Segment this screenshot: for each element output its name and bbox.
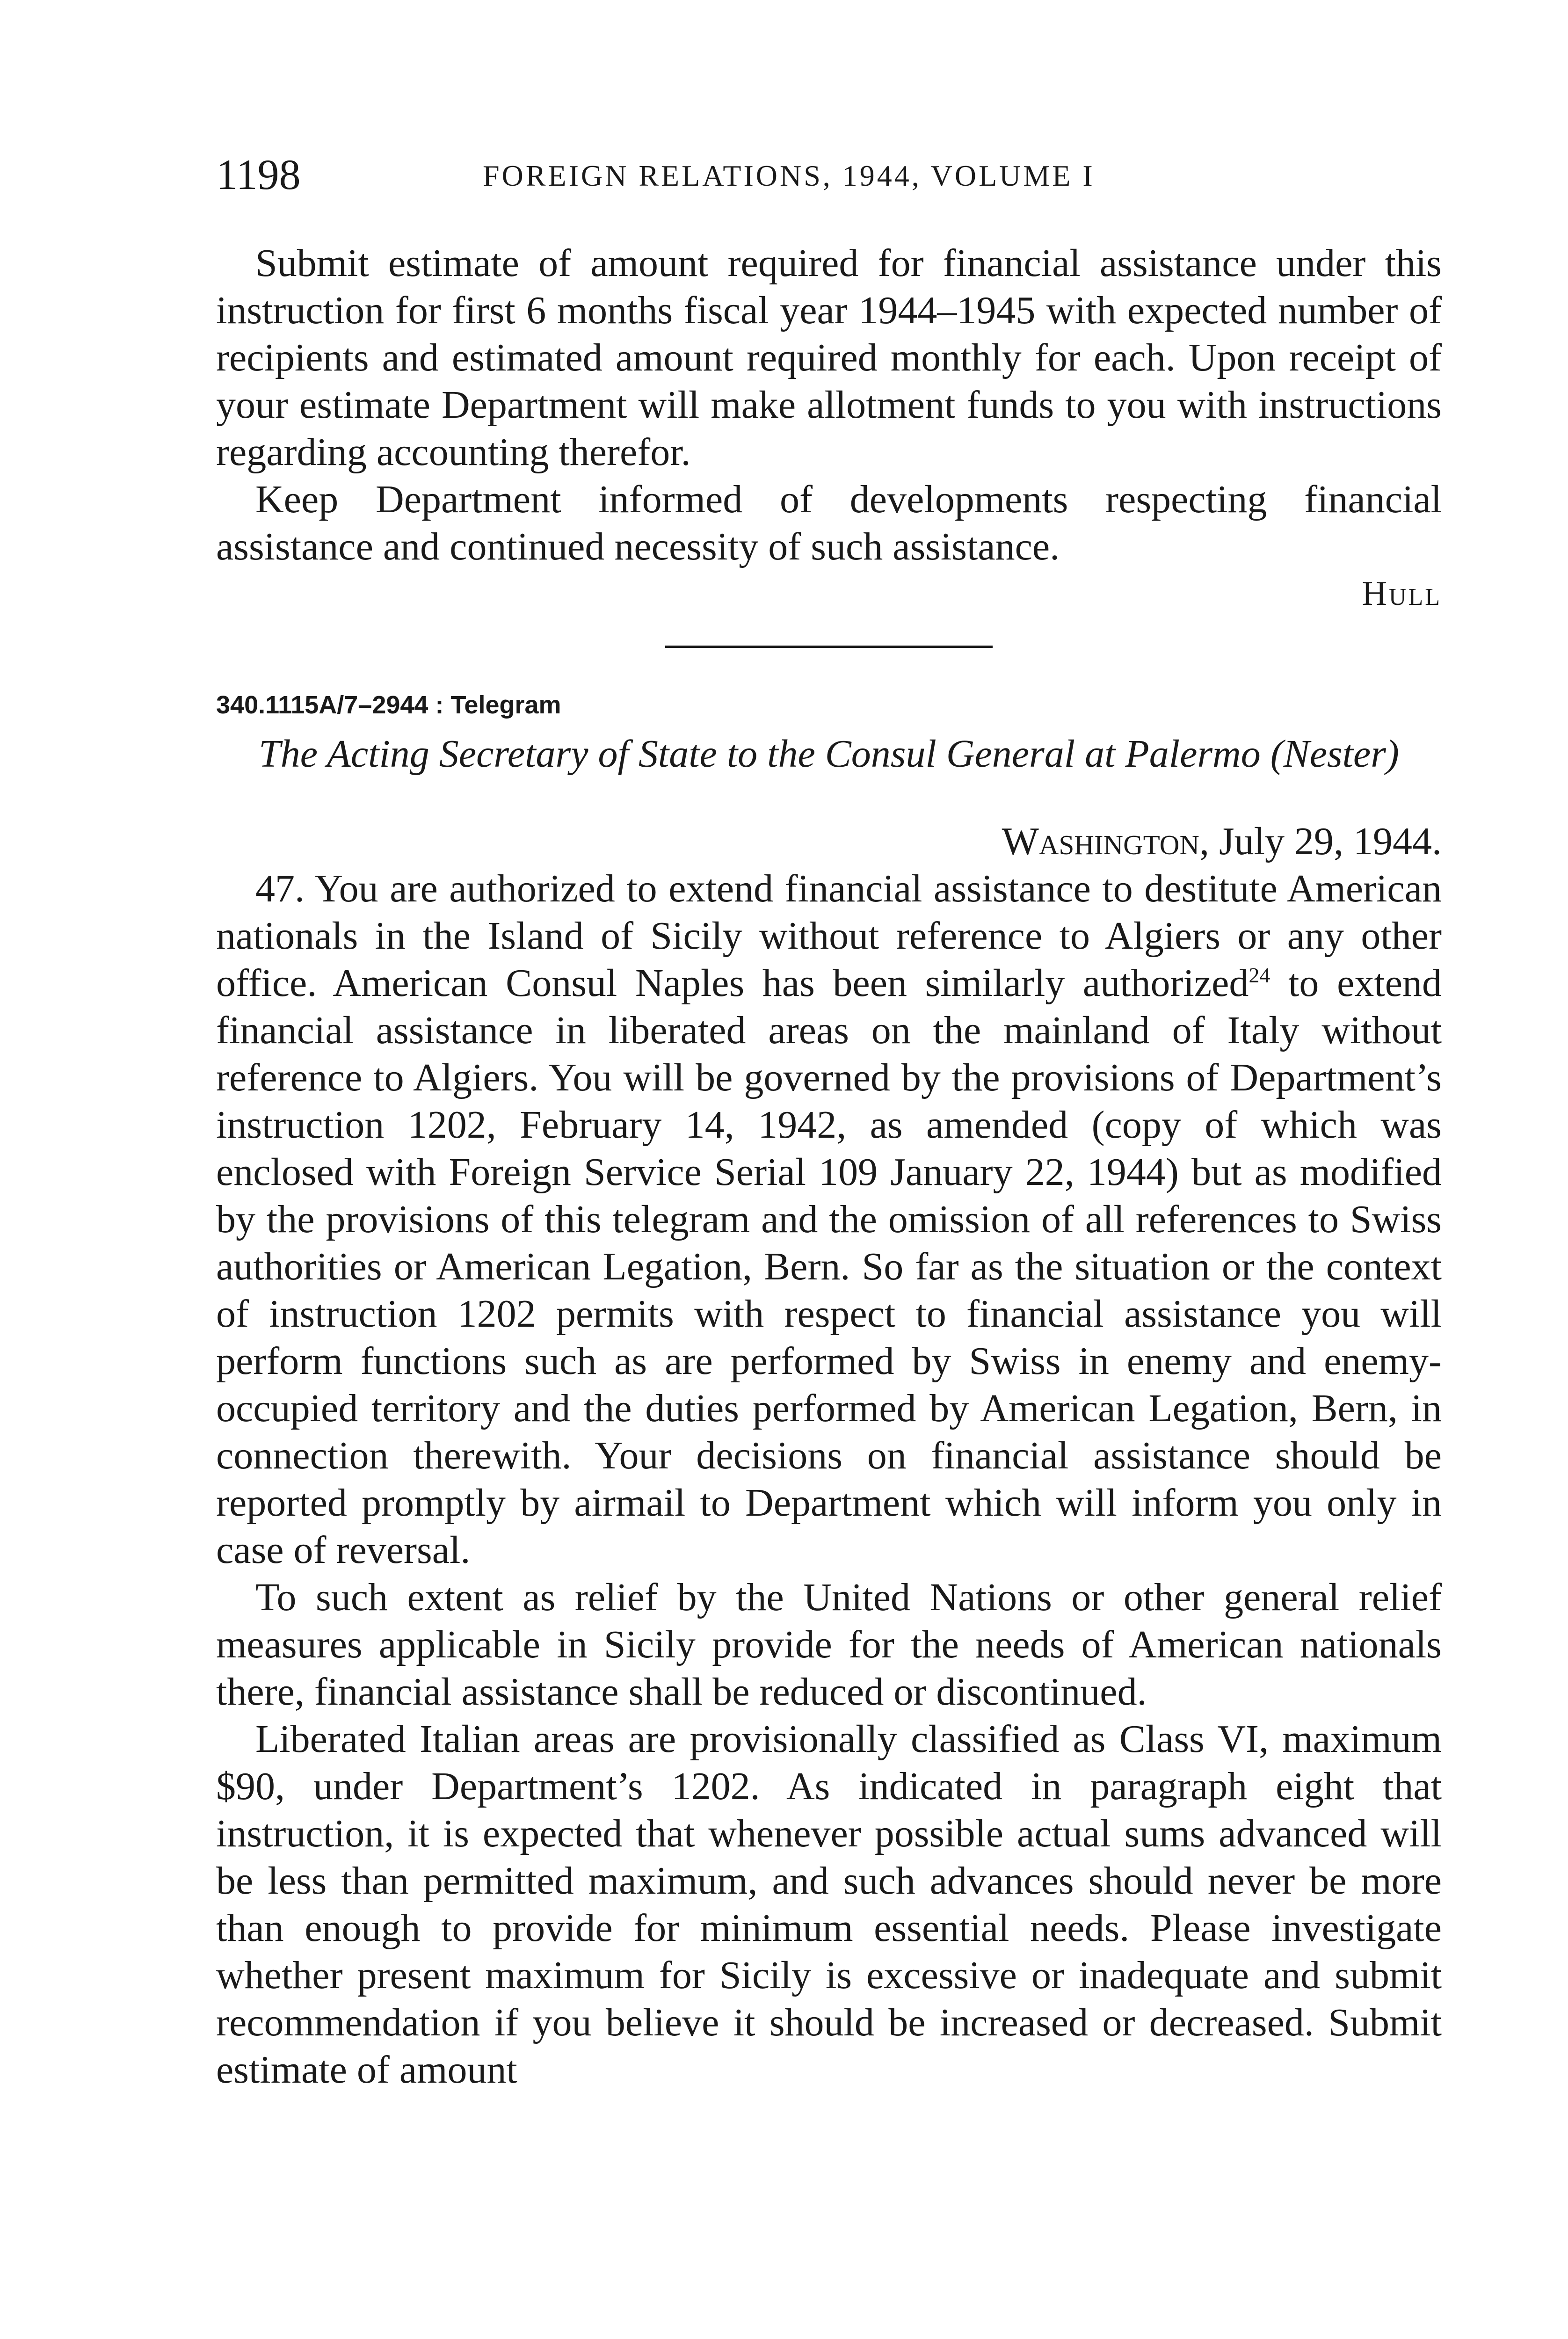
body-text	[216, 240, 1442, 2093]
running-head	[216, 149, 1442, 200]
intro-paragraph-1: Submit estimate of amount required for financial assistance under this instruction for first 6 months fiscal year 1944–1945 with expected number of recipients and estimated amount required monthly for each. Upon receipt of your estimate Department will make allotment funds to you with instructions regarding accounting therefor.	[216, 241, 1442, 474]
footnote-reference[interactable]: 24	[1249, 963, 1270, 987]
signature-hull: Hull	[1362, 574, 1442, 613]
paragraph-1-part-a: 47. You are authorized to extend financial assistance to destitute American nationals in the Island of Sicily without reference to Algiers or any other office. American Consul Naples has been similarly authorized	[216, 867, 1442, 1005]
dateline-place: Washington,	[1002, 820, 1209, 863]
document-title: The Acting Secretary of State to the Consul General at Palermo (Nester)	[259, 732, 1399, 776]
document-page	[216, 0, 1442, 2339]
telegram-paragraph-2: To such extent as relief by the United Nations or other general relief measures applicable in Sicily provide for the needs of American nationals there, financial assistance shall be reduced or discontinued.	[216, 1576, 1442, 1714]
paragraph-1-part-b: to extend financial assistance in liberated areas on the mainland of Italy without reference to Algiers. You will be governed by the provisions of Department’s instruction 1202, February 14, 1942, as amended (copy of which was enclosed with Foreign Service Serial 109 January 22, 1944) but as modified by the provisions of this telegram and the omission of all references to Swiss authorities or American Legation, Bern. So far as the situation or the context of instruction 1202 permits with respect to financial assistance you will perform functions such as are performed by Swiss in enemy and enemy-occupied territory and the duties performed by American Legation, Bern, in connection therewith. Your decisions on financial assistance should be reported promptly by airmail to Department which will inform you only in case of reversal.	[216, 961, 1442, 1572]
running-title: FOREIGN RELATIONS, 1944, VOLUME I	[483, 159, 1095, 192]
dateline	[216, 818, 1442, 865]
telegram-paragraph-3: Liberated Italian areas are provisionally classified as Class VI, maximum $90, under Department’s 1202. As indicated in paragraph eight that instruction, it is expected that whenever possible actual sums advanced will be less than permitted maximum, and such advances should never be more than enough to provide for minimum essential needs. Please investigate whether present maximum for Sicily is excessive or inadequate and submit recommendation if you believe it should be increased or decreased. Submit estimate of amount	[216, 1717, 1442, 2092]
section-separator	[665, 646, 993, 648]
telegram-paragraph-1	[216, 865, 1442, 1574]
page-number: 1198	[216, 151, 301, 198]
dateline-date: July 29, 1944.	[1219, 820, 1442, 863]
intro-paragraph-2: Keep Department informed of developments respecting financial assistance and continued necessity of such assistance.	[216, 478, 1442, 568]
file-reference: 340.1115A/7–2944 : Telegram	[216, 691, 561, 719]
